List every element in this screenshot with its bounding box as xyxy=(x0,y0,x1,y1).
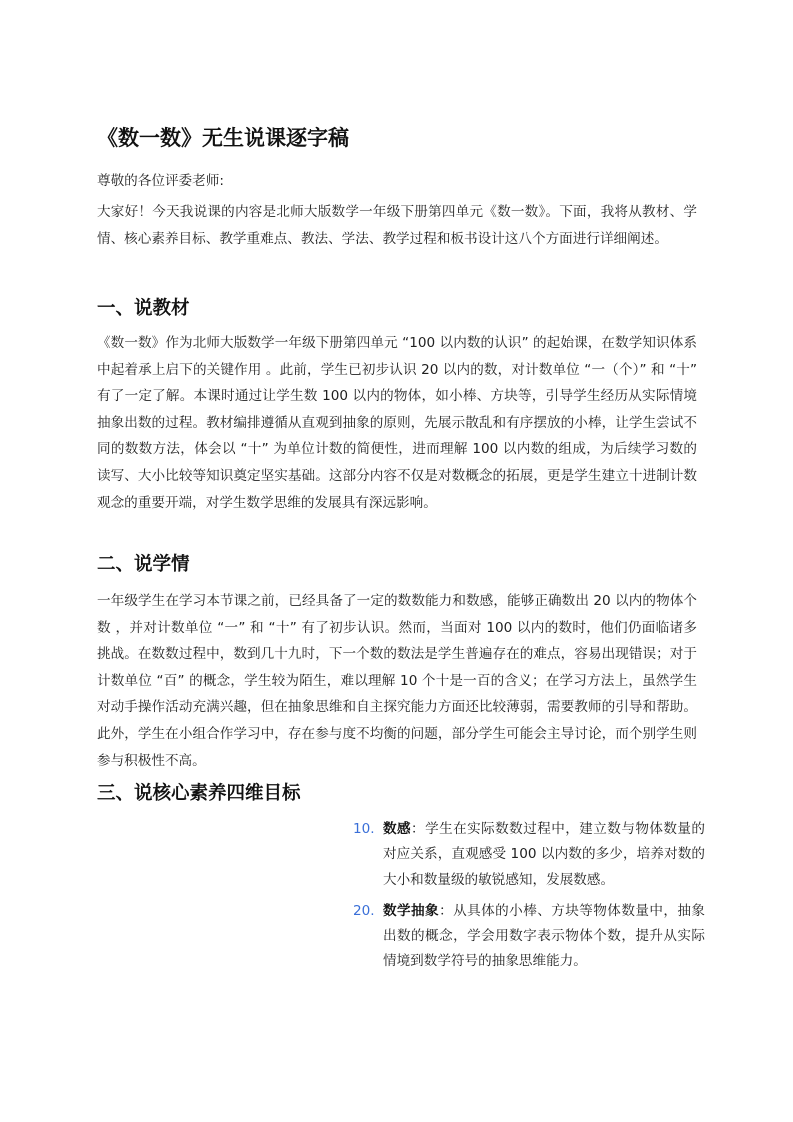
section-heading-objectives: 三、说核心素养四维目标 xyxy=(97,783,301,804)
list-number: 20. xyxy=(353,902,375,919)
section-body-learners: 一年级学生在学习本节课之前，已经具备了一定的数数能力和数感，能够正确数出 20 以内的物体个数 ，并对计数单位 “一” 和 “十” 有了初步认识。然而，当面对 100 以内的数时，他们仍面临诸多挑战。在数数过程中，数到几十九时，下一个数的数法是学生普遍存在的难点，容易出现错误；对于计数单位 “百” 的概念，学生较为陌生，难以理解 10 个十是一百的含义；在学习方法上，虽然学生对动手操作活动充满兴趣，但在抽象思维和自主探究能力方面还比较薄弱，需要教师的引导和帮助。此外，学生在小组合作学习中，存在参与度不均衡的问题，部分学生可能会主导讨论，而个别学生则参与积极性不高。 xyxy=(97,593,697,769)
list-term: 数学抽象 xyxy=(383,902,440,919)
intro-paragraph: 大家好！今天我说课的内容是北师大版数学一年级下册第四单元《数一数》。下面，我将从教材、学情、核心素养目标、教学重难点、教法、学法、教学过程和板书设计这八个方面进行详细阐述。 xyxy=(97,204,697,247)
list-item xyxy=(353,899,705,975)
section-heading-textbook: 一、说教材 xyxy=(97,298,190,319)
list-number: 10. xyxy=(353,821,375,837)
list-item xyxy=(353,817,705,893)
objectives-list xyxy=(353,817,705,981)
list-term: 数感 xyxy=(383,821,412,837)
list-text: ：学生在实际数数过程中，建立数与物体数量的对应关系，直观感受 100 以内数的多少，培养对数的大小和数量级的敏锐感知，发展数感。 xyxy=(383,821,706,888)
document-title: 《数一数》无生说课逐字稿 xyxy=(97,126,349,150)
section-heading-learners: 二、说学情 xyxy=(97,554,190,575)
list-text: ：从具体的小棒、方块等物体数量中，抽象出数的概念，学会用数字表示物体个数，提升从实际情境到数学符号的抽象思维能力。 xyxy=(383,902,706,970)
greeting: 尊敬的各位评委老师: xyxy=(97,173,224,189)
section-body-textbook: 《数一数》作为北师大版数学一年级下册第四单元 “100 以内数的认识” 的起始课，在数学知识体系中起着承上启下的关键作用 。此前，学生已初步认识 20 以内的数，对计数单位 “一（个）” 和 “十” 有了一定了解。本课时通过让学生数 100 以内的物体，如小棒、方块等，引导学生经历从实际情境抽象出数的过程。教材编排遵循从直观到抽象的原则，先展示散乱和有序摆放的小棒，让学生尝试不同的数数方法，体会以 “十” 为单位计数的简便性，进而理解 100 以内数的组成，为后续学习数的读写、大小比较等知识奠定坚实基础。这部分内容不仅是对数概念的拓展，更是学生建立十进制计数观念的重要开端，对学生数学思维的发展具有深远影响。 xyxy=(97,335,697,511)
